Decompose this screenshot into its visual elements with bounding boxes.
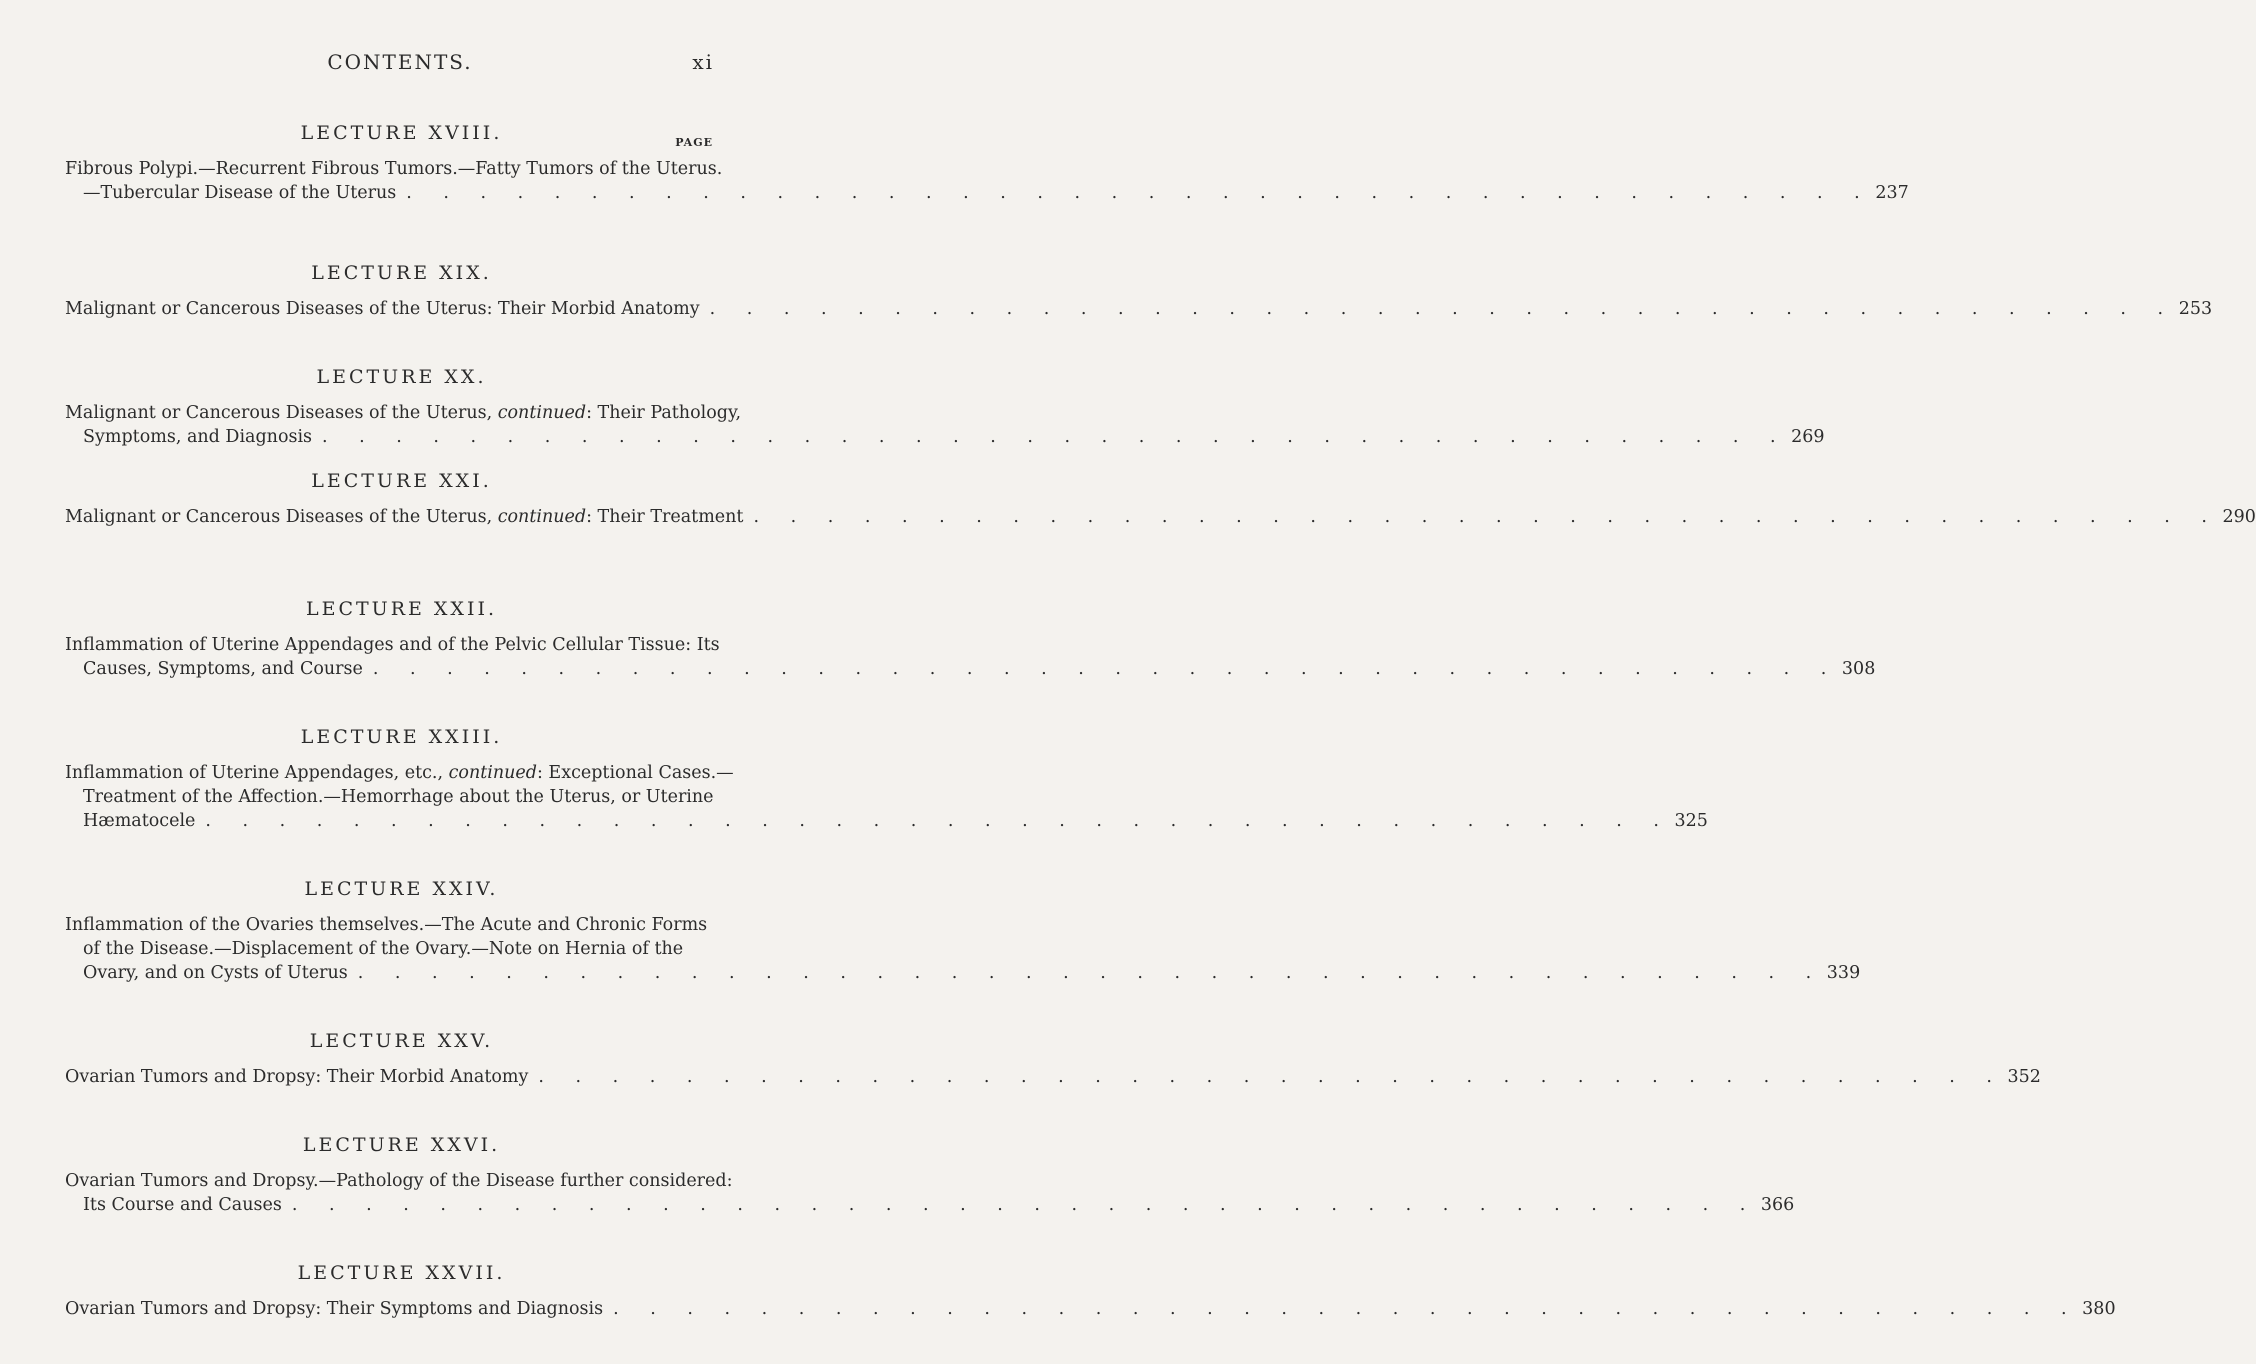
lecture-heading: LECTURE XVIII. [300,122,503,144]
lecture-entry [65,297,2213,321]
entry-text: Ovarian Tumors and Dropsy: Their Symptoms and Diagnosis [65,1299,604,1319]
lecture-heading: LECTURE XXIV. [304,878,499,900]
lecture-block [65,260,2213,321]
dot-leader: . . . . . . . . . . . . . . . . . . . . . . . . . . . . . . . . . . . . . . . . [613,1299,2080,1319]
entry-line: Ovarian Tumors and Dropsy.—Pathology of the Disease further considered: [65,1171,733,1191]
entry-last-line [65,297,2213,321]
dot-leader: . . . . . . . . . . . . . . . . . . . . . . . . . . . . . . . . . . . . . . . . [291,1195,1759,1215]
lecture-heading: LECTURE XXV. [309,1030,494,1052]
lecture-heading: LECTURE XXIII. [300,726,503,748]
lecture-entry [65,1297,2116,1321]
entry-text: Malignant or Cancerous Diseases of the Uterus, continued: Their Treatment [65,507,744,527]
lecture-block [65,596,1876,681]
entry-line: Inflammation of the Ovaries themselves.—The Acute and Chronic Forms [65,915,708,935]
lecture-block [65,724,1708,833]
entry-line: Fibrous Polypi.—Recurrent Fibrous Tumors.—Fatty Tumors of the Uterus. [65,159,723,179]
lecture-block [65,1028,2041,1089]
entry-last-line [65,1065,2041,1089]
dot-leader: . . . . . . . . . . . . . . . . . . . . . . . . . . . . . . . . . . . . . . . . [357,963,1825,983]
dot-leader: . . . . . . . . . . . . . . . . . . . . . . . . . . . . . . . . . . . . . . . . [322,427,1789,447]
dot-leader: . . . . . . . . . . . . . . . . . . . . . . . . . . . . . . . . . . . . . . . . [753,507,2220,527]
page-number: 325 [1674,811,1708,831]
lecture-entry [65,633,1876,681]
lecture-entry [65,1169,1795,1217]
entry-text: Hæmatocele [83,811,196,831]
header-folio: xi [692,50,714,74]
entry-line: Malignant or Cancerous Diseases of the Uterus, continued: Their Pathology, [65,403,742,423]
entry-last-line [65,181,1909,205]
lecture-block [65,468,2256,529]
entry-text: —Tubercular Disease of the Uterus [83,183,397,203]
lecture-entry [65,505,2256,529]
page-number: 290 [2222,507,2256,527]
lecture-entry [65,913,1861,985]
entry-text: Ovary, and on Cysts of Uterus [83,963,348,983]
page-number: 339 [1826,963,1861,983]
lecture-entry [65,761,1708,833]
entry-last-line [65,961,1861,985]
entry-line: Treatment of the Affection.—Hemorrhage about the Uterus, or Uterine [83,787,714,807]
page-number: 352 [2007,1067,2041,1087]
lecture-heading: LECTURE XXI. [311,470,492,492]
page-number: 308 [1841,659,1876,679]
lecture-heading: LECTURE XXVI. [302,1134,501,1156]
entry-text: Its Course and Causes [83,1195,282,1215]
lecture-block [65,876,1861,985]
entry-text: Symptoms, and Diagnosis [83,427,313,447]
entry-last-line [65,657,1876,681]
running-header [0,50,800,80]
dot-leader: . . . . . . . . . . . . . . . . . . . . . . . . . . . . . . . . . . . . . . . . [372,659,1840,679]
lecture-block [65,1132,1795,1217]
entry-line: Inflammation of Uterine Appendages and of the Pelvic Cellular Tissue: Its [65,635,720,655]
lecture-block [65,1260,2116,1321]
entry-last-line [65,1297,2116,1321]
entry-text: Ovarian Tumors and Dropsy: Their Morbid Anatomy [65,1067,529,1087]
dot-leader: . . . . . . . . . . . . . . . . . . . . . . . . . . . . . . . . . . . . . . . . [709,299,2177,319]
header-title: CONTENTS. [327,50,473,74]
dot-leader: . . . . . . . . . . . . . . . . . . . . . . . . . . . . . . . . . . . . . . . . [406,183,1873,203]
lecture-entry [65,1065,2041,1089]
lecture-entry [65,401,1825,449]
lecture-block [65,120,1909,205]
lecture-entry [65,157,1909,205]
page-number: 366 [1760,1195,1795,1215]
entry-last-line [65,425,1825,449]
entry-line: of the Disease.—Displacement of the Ovary.—Note on Hernia of the [83,939,684,959]
dot-leader: . . . . . . . . . . . . . . . . . . . . . . . . . . . . . . . . . . . . . . . . [538,1067,2005,1087]
page-number: 253 [2178,299,2213,319]
lecture-heading: LECTURE XXVII. [297,1262,506,1284]
entry-last-line [65,1193,1795,1217]
dot-leader: . . . . . . . . . . . . . . . . . . . . . . . . . . . . . . . . . . . . . . . . [205,811,1672,831]
entry-text: Malignant or Cancerous Diseases of the Uterus: Their Morbid Anatomy [65,299,700,319]
page-number: 380 [2082,1299,2116,1319]
lecture-heading: LECTURE XIX. [311,262,492,284]
lecture-heading: LECTURE XX. [316,366,487,388]
lecture-heading: LECTURE XXII. [305,598,498,620]
lecture-block [65,364,1825,449]
entry-last-line [65,809,1708,833]
entry-line: Inflammation of Uterine Appendages, etc., continued: Exceptional Cases.— [65,763,734,783]
entry-last-line [65,505,2256,529]
entry-text: Causes, Symptoms, and Course [83,659,363,679]
page-number: 237 [1875,183,1909,203]
page-number: 269 [1791,427,1825,447]
page-column-label: PAGE [675,136,713,149]
